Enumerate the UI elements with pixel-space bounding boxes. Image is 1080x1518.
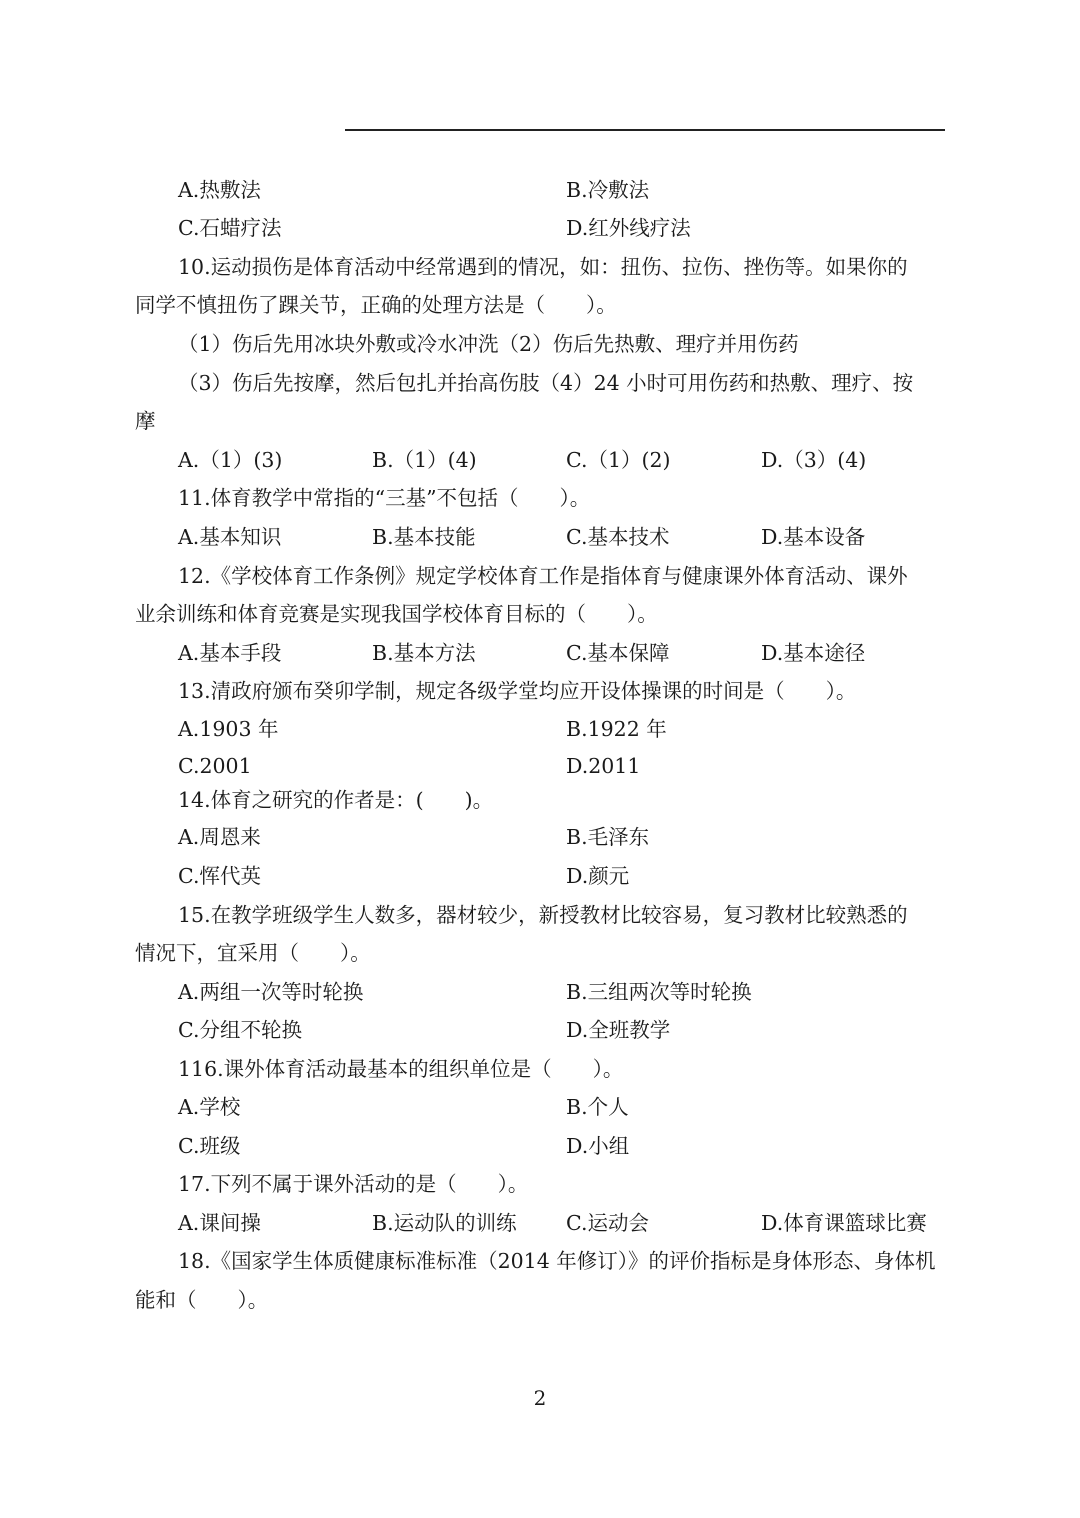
q12-stem-line-1: 12.《学校体育工作条例》规定学校体育工作是指体育与健康课外体育活动、课外	[178, 564, 908, 588]
q17-option-b: B.运动队的训练	[372, 1211, 517, 1235]
q15-stem-line-2: 情况下，宜采用（ ）。	[135, 941, 371, 965]
q14-option-d: D.颜元	[566, 864, 630, 888]
q10-statement-1-2: （1）伤后先用冰块外敷或冷水冲洗（2）伤后先热敷、理疗并用伤药	[178, 332, 799, 356]
q9-option-b: B.冷敷法	[566, 178, 650, 202]
q10-option-a: A.（1）(3)	[178, 448, 283, 472]
q14-options-row-2	[0, 857, 1080, 895]
q10-statement-continued: 摩	[135, 409, 156, 433]
q15-stem-line-1: 15.在教学班级学生人数多，器材较少，新授教材比较容易，复习教材比较熟悉的	[178, 903, 908, 927]
q9-option-d: D.红外线疗法	[566, 216, 691, 240]
q13-option-c: C.2001	[178, 754, 252, 778]
q13-option-a: A.1903 年	[178, 717, 279, 741]
q17-option-c: C.运动会	[566, 1211, 649, 1235]
q13-options-row-2	[0, 747, 1080, 785]
q17-options-row	[0, 1204, 1080, 1242]
q13-option-b: B.1922 年	[566, 717, 667, 741]
q12-option-b: B.基本方法	[372, 641, 476, 665]
q15-option-c: C.分组不轮换	[178, 1018, 302, 1042]
q10-stem-line-1: 10.运动损伤是体育活动中经常遇到的情况，如：扭伤、拉伤、挫伤等。如果你的	[178, 255, 908, 279]
q17-stem: 17.下列不属于课外活动的是（ ）。	[178, 1172, 529, 1196]
q12-option-c: C.基本保障	[566, 641, 670, 665]
q14-option-b: B.毛泽东	[566, 825, 650, 849]
q10-options-row	[0, 441, 1080, 479]
q10-option-d: D.（3）(4)	[761, 448, 867, 472]
q17-option-d: D.体育课篮球比赛	[761, 1211, 927, 1235]
q11-stem: 11.体育教学中常指的“三基”不包括（ ）。	[178, 486, 591, 510]
q17-option-a: A.课间操	[178, 1211, 261, 1235]
q12-stem-line-2: 业余训练和体育竞赛是实现我国学校体育目标的（ ）。	[135, 602, 658, 626]
q12-options-row	[0, 634, 1080, 672]
header-rule	[345, 129, 945, 131]
q11-option-b: B.基本技能	[372, 525, 476, 549]
q13-stem: 13.清政府颁布癸卯学制，规定各级学堂均应开设体操课的时间是（ ）。	[178, 679, 857, 703]
q16-options-row-2	[0, 1127, 1080, 1165]
q14-option-a: A.周恩来	[178, 825, 261, 849]
q18-stem-line-2: 能和（ ）。	[135, 1288, 269, 1312]
q16-option-b: B.个人	[566, 1095, 629, 1119]
q18-stem-line-1: 18.《国家学生体质健康标准标准（2014 年修订）》的评价指标是身体形态、身体机	[178, 1249, 936, 1273]
q9-options-row-2	[0, 209, 1080, 247]
q10-statement-3-4: （3）伤后先按摩，然后包扎并抬高伤肢（4）24 小时可用伤药和热敷、理疗、按	[178, 371, 914, 395]
q14-options-row-1	[0, 818, 1080, 856]
q11-option-a: A.基本知识	[178, 525, 282, 549]
page-number: 2	[533, 1386, 547, 1410]
q12-option-a: A.基本手段	[178, 641, 282, 665]
q13-options-row-1	[0, 710, 1080, 748]
q16-stem: 116.课外体育活动最基本的组织单位是（ ）。	[178, 1057, 624, 1081]
q14-stem: 14.体育之研究的作者是：( )。	[178, 788, 494, 812]
q11-option-c: C.基本技术	[566, 525, 670, 549]
q15-options-row-2	[0, 1011, 1080, 1049]
q10-stem-line-2: 同学不慎扭伤了踝关节，正确的处理方法是（ ）。	[135, 293, 617, 317]
q15-option-d: D.全班教学	[566, 1018, 671, 1042]
q16-option-d: D.小组	[566, 1134, 630, 1158]
q9-option-a: A.热敷法	[178, 178, 261, 202]
q14-option-c: C.恽代英	[178, 864, 261, 888]
q16-option-a: A.学校	[178, 1095, 241, 1119]
q11-option-d: D.基本设备	[761, 525, 866, 549]
q13-option-d: D.2011	[566, 754, 641, 778]
q10-option-c: C.（1）(2)	[566, 448, 671, 472]
q12-option-d: D.基本途径	[761, 641, 866, 665]
q16-options-row-1	[0, 1088, 1080, 1126]
q15-options-row-1	[0, 973, 1080, 1011]
q9-options-row-1	[0, 171, 1080, 209]
q15-option-b: B.三组两次等时轮换	[566, 980, 752, 1004]
q16-option-c: C.班级	[178, 1134, 241, 1158]
q11-options-row	[0, 518, 1080, 556]
q15-option-a: A.两组一次等时轮换	[178, 980, 364, 1004]
q9-option-c: C.石蜡疗法	[178, 216, 282, 240]
q10-option-b: B.（1）(4)	[372, 448, 477, 472]
